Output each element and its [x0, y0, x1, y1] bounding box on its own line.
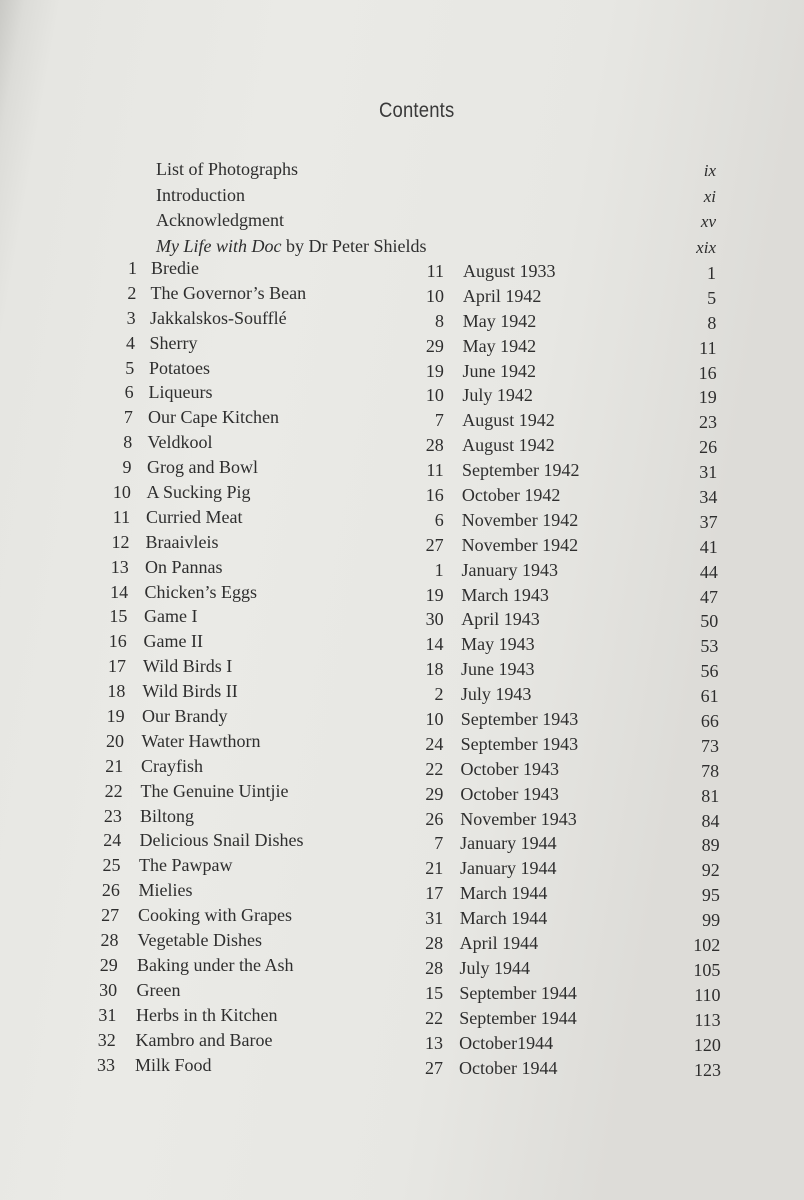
- front-matter-title: List of Photographs: [156, 159, 298, 179]
- chapter-page-number: 34: [699, 487, 718, 508]
- chapter-row: [0, 1028, 804, 1053]
- front-matter-title-italic: My Life with Doc: [156, 235, 282, 256]
- chapter-month-year: May 1942: [462, 310, 537, 331]
- chapter-page-number: 120: [693, 1034, 721, 1055]
- chapter-month-year: August 1933: [463, 261, 556, 281]
- chapter-page-number: 99: [702, 910, 721, 931]
- chapter-page-number: 66: [700, 711, 719, 732]
- chapter-title: The Genuine Uintjie: [140, 780, 289, 801]
- chapter-number: 22: [104, 780, 123, 801]
- chapter-row: [0, 505, 804, 530]
- chapter-row: [0, 953, 804, 978]
- chapter-number: 10: [112, 482, 131, 503]
- chapter-day: 29: [425, 335, 444, 356]
- chapter-page-number: 50: [700, 611, 719, 632]
- chapter-month-year: January 1943: [461, 559, 558, 580]
- chapter-number: 7: [123, 407, 133, 428]
- chapter-number: 25: [102, 855, 121, 876]
- chapter-page-number: 73: [700, 735, 719, 756]
- front-matter-title: [156, 236, 426, 257]
- chapter-row: [0, 704, 804, 732]
- chapter-day: 21: [425, 858, 444, 879]
- chapter-day: 31: [425, 908, 444, 929]
- chapter-day: 7: [434, 410, 444, 431]
- chapter-page-number: 56: [700, 661, 719, 682]
- chapter-day: 19: [425, 360, 444, 381]
- chapter-row: [0, 679, 804, 707]
- chapter-row: [0, 1003, 804, 1028]
- front-matter-item: [0, 207, 804, 233]
- chapter-title: Kambro and Baroe: [135, 1029, 273, 1050]
- chapter-month-year: July 1942: [462, 385, 533, 406]
- chapter-day: 11: [426, 261, 444, 281]
- chapter-number: 12: [111, 531, 130, 552]
- chapter-row: [0, 828, 804, 856]
- front-matter-page: xix: [696, 237, 716, 257]
- chapter-page-number: 41: [699, 536, 718, 557]
- chapter-title: Sherry: [149, 332, 198, 353]
- chapter-page-number: 53: [700, 636, 719, 657]
- chapter-page-number: 26: [699, 437, 718, 458]
- chapter-number: 27: [101, 905, 120, 926]
- chapter-page-number: 113: [694, 1009, 721, 1030]
- chapter-day: 10: [425, 385, 444, 406]
- chapter-page-number: 110: [694, 984, 721, 1005]
- chapter-row: [0, 654, 804, 682]
- chapter-title: Vegetable Dishes: [137, 930, 262, 951]
- chapter-day: 19: [425, 584, 444, 605]
- chapter-title: Wild Birds II: [142, 681, 238, 702]
- chapter-month-year: October1944: [459, 1032, 554, 1053]
- chapter-day: 2: [434, 684, 444, 705]
- chapter-row: [0, 430, 804, 458]
- chapter-number: 14: [110, 581, 129, 602]
- chapter-row: [0, 256, 804, 281]
- chapter-number: 9: [122, 457, 132, 478]
- chapter-number: 18: [107, 681, 126, 702]
- contents-heading: Contents: [379, 99, 455, 122]
- chapter-number: 17: [108, 656, 126, 677]
- chapter-month-year: July 1943: [460, 684, 532, 705]
- chapter-row: [0, 281, 804, 306]
- chapter-row: [0, 530, 804, 555]
- chapter-number: 32: [97, 1029, 116, 1050]
- chapter-number: 2: [127, 282, 137, 303]
- chapter-month-year: October 1943: [460, 758, 559, 779]
- chapter-number: 3: [126, 307, 136, 328]
- chapter-month-year: January 1944: [460, 858, 557, 879]
- chapter-title: Crayfish: [141, 755, 203, 776]
- chapter-day: 22: [425, 758, 444, 779]
- front-matter-item: [0, 233, 804, 259]
- chapter-title: On Pannas: [145, 556, 223, 577]
- chapter-row: [0, 555, 804, 580]
- chapter-title: Mielies: [138, 880, 193, 901]
- chapter-number: 31: [98, 1004, 117, 1025]
- chapter-title: Game I: [144, 606, 198, 627]
- chapter-row: [0, 754, 804, 779]
- chapter-row: [0, 405, 804, 433]
- chapter-month-year: August 1942: [462, 410, 555, 431]
- chapter-month-year: July 1944: [459, 957, 531, 978]
- chapter-title: The Pawpaw: [139, 855, 233, 876]
- chapter-page-number: 84: [701, 810, 720, 831]
- chapter-day: 27: [425, 534, 444, 555]
- chapter-month-year: June 1943: [461, 659, 535, 680]
- chapter-page-number: 95: [701, 885, 720, 906]
- chapter-page-number: 78: [701, 760, 720, 781]
- chapter-title: Curried Meat: [146, 506, 243, 527]
- chapter-page-number: 11: [699, 337, 717, 358]
- chapter-day: 28: [425, 435, 444, 456]
- chapter-row: [0, 804, 804, 829]
- chapter-day: 11: [426, 460, 444, 481]
- front-matter-page: xv: [700, 212, 716, 231]
- chapter-title: Bredie: [151, 258, 199, 278]
- chapter-number: 33: [97, 1054, 115, 1075]
- chapter-day: 8: [434, 310, 444, 331]
- chapter-day: 28: [425, 957, 444, 978]
- chapter-page-number: 61: [700, 686, 719, 707]
- chapter-day: 18: [425, 659, 444, 680]
- chapter-number: 6: [124, 382, 134, 403]
- chapter-day: 27: [425, 1057, 443, 1078]
- chapter-number: 11: [112, 506, 131, 527]
- chapter-title: Liqueurs: [148, 382, 213, 403]
- chapter-title: Braaivleis: [145, 531, 219, 552]
- chapter-title: Grog and Bowl: [147, 457, 258, 478]
- chapter-title: Herbs in th Kitchen: [136, 1004, 278, 1025]
- chapter-page-number: 1: [707, 263, 716, 283]
- chapter-day: 10: [425, 285, 444, 306]
- chapter-row: [0, 480, 804, 508]
- front-matter-item: [0, 156, 804, 182]
- chapter-number: 23: [103, 805, 122, 826]
- chapter-day: 22: [425, 1007, 444, 1028]
- chapter-row: [0, 903, 804, 931]
- chapter-day: 13: [425, 1032, 444, 1053]
- chapter-month-year: August 1942: [462, 435, 555, 456]
- chapter-month-year: April 1942: [462, 285, 542, 306]
- chapter-row: [0, 978, 804, 1003]
- chapter-row: [0, 878, 804, 906]
- chapter-day: 24: [425, 733, 444, 754]
- chapter-number: 16: [108, 631, 127, 652]
- chapter-day: 1: [434, 559, 444, 580]
- chapter-page-number: 8: [707, 312, 717, 333]
- chapter-row: [0, 928, 804, 956]
- chapter-title: A Sucking Pig: [146, 482, 251, 503]
- chapter-title: Chicken’s Eggs: [144, 581, 257, 602]
- chapter-number: 8: [123, 432, 133, 453]
- chapter-month-year: September 1943: [460, 709, 579, 730]
- chapter-number: 24: [103, 830, 122, 851]
- chapter-month-year: September 1944: [459, 982, 577, 1003]
- chapter-day: 14: [425, 634, 444, 655]
- chapter-title: Water Hawthorn: [141, 730, 261, 751]
- chapter-title: Jakkalskos-Soufflé: [150, 307, 287, 328]
- chapter-month-year: September 1944: [459, 1007, 577, 1028]
- chapter-month-year: June 1942: [462, 360, 536, 381]
- chapter-day: 17: [425, 883, 444, 904]
- chapter-number: 5: [125, 357, 135, 378]
- chapter-day: 16: [425, 485, 444, 506]
- chapter-title: Wild Birds I: [143, 656, 233, 677]
- chapter-title: Biltong: [140, 805, 195, 826]
- chapter-month-year: May 1942: [462, 335, 537, 356]
- chapter-title: Delicious Snail Dishes: [139, 830, 304, 851]
- chapter-title: The Governor’s Bean: [150, 282, 307, 303]
- front-matter-page: xi: [703, 186, 716, 206]
- chapter-page-number: 81: [701, 785, 720, 806]
- front-matter-page: ix: [703, 161, 716, 180]
- chapter-number: 4: [125, 332, 135, 353]
- chapter-day: 26: [425, 808, 444, 829]
- chapter-month-year: March 1944: [459, 908, 548, 929]
- chapter-month-year: November 1943: [460, 808, 577, 829]
- chapter-day: 30: [425, 609, 444, 630]
- chapter-row: [0, 356, 804, 381]
- chapter-day: 10: [425, 709, 444, 730]
- chapter-day: 29: [425, 783, 444, 804]
- chapter-number: 1: [128, 258, 137, 278]
- chapter-title: Our Brandy: [142, 706, 228, 727]
- chapter-number: 20: [105, 730, 124, 751]
- chapter-day: 15: [425, 982, 444, 1003]
- chapter-month-year: April 1944: [459, 933, 539, 954]
- chapter-row: [0, 580, 804, 605]
- chapter-month-year: April 1943: [461, 609, 540, 630]
- chapter-page-number: 44: [699, 561, 718, 582]
- chapter-row: [0, 455, 804, 483]
- chapter-row: [0, 331, 804, 356]
- chapter-number: 21: [105, 755, 124, 776]
- chapter-month-year: March 1944: [459, 883, 548, 904]
- chapter-row: [0, 604, 804, 632]
- chapter-page-number: 123: [694, 1059, 721, 1080]
- chapter-title: Green: [136, 979, 181, 1000]
- chapter-month-year: March 1943: [461, 584, 549, 605]
- chapter-month-year: October 1943: [460, 783, 559, 804]
- chapter-month-year: January 1944: [460, 833, 557, 854]
- chapter-title: Milk Food: [135, 1054, 212, 1075]
- chapter-page-number: 16: [698, 362, 717, 383]
- front-matter-list: [0, 156, 804, 258]
- front-matter-item: [0, 182, 804, 208]
- chapter-page-number: 5: [707, 287, 717, 308]
- chapter-title: Veldkool: [147, 432, 213, 453]
- chapter-number: 30: [99, 979, 118, 1000]
- chapter-day: 7: [434, 833, 444, 854]
- chapter-number: 26: [101, 880, 120, 901]
- chapter-number: 29: [99, 954, 118, 975]
- chapter-month-year: October 1942: [461, 485, 561, 506]
- chapter-number: 13: [110, 556, 129, 577]
- chapter-row: [0, 779, 804, 804]
- chapter-number: 28: [100, 930, 119, 951]
- chapter-list: [0, 256, 804, 1080]
- chapter-number: 19: [106, 706, 125, 727]
- chapter-page-number: 23: [698, 412, 717, 433]
- chapter-title: Game II: [143, 631, 203, 652]
- chapter-day: 6: [434, 509, 444, 530]
- chapter-page-number: 92: [701, 860, 720, 881]
- chapter-page-number: 89: [701, 835, 720, 856]
- front-matter-title: Acknowledgment: [156, 210, 284, 230]
- chapter-row: [0, 1053, 804, 1078]
- chapter-title: Our Cape Kitchen: [148, 407, 279, 428]
- chapter-row: [0, 380, 804, 408]
- chapter-title: Cooking with Grapes: [138, 905, 292, 926]
- chapter-title: Potatoes: [149, 357, 210, 378]
- chapter-month-year: November 1942: [461, 509, 579, 530]
- chapter-row: [0, 629, 804, 657]
- chapter-page-number: 102: [693, 935, 721, 956]
- chapter-month-year: May 1943: [461, 634, 535, 655]
- chapter-month-year: October 1944: [459, 1057, 558, 1078]
- chapter-day: 28: [425, 933, 444, 954]
- chapter-number: 15: [109, 606, 128, 627]
- chapter-page-number: 19: [698, 387, 717, 408]
- chapter-page-number: 47: [700, 586, 719, 607]
- front-matter-title: Introduction: [156, 184, 245, 205]
- chapter-page-number: 37: [699, 511, 718, 532]
- chapter-row: [0, 306, 804, 331]
- chapter-row: [0, 853, 804, 881]
- chapter-month-year: November 1942: [461, 534, 579, 555]
- chapter-page-number: 31: [699, 462, 718, 483]
- chapter-page-number: 105: [693, 959, 721, 980]
- chapter-month-year: September 1943: [460, 733, 579, 754]
- chapter-row: [0, 729, 804, 754]
- front-matter-title-rest: by Dr Peter Shields: [281, 235, 427, 256]
- chapter-month-year: September 1942: [462, 460, 580, 481]
- chapter-title: Baking under the Ash: [137, 954, 294, 975]
